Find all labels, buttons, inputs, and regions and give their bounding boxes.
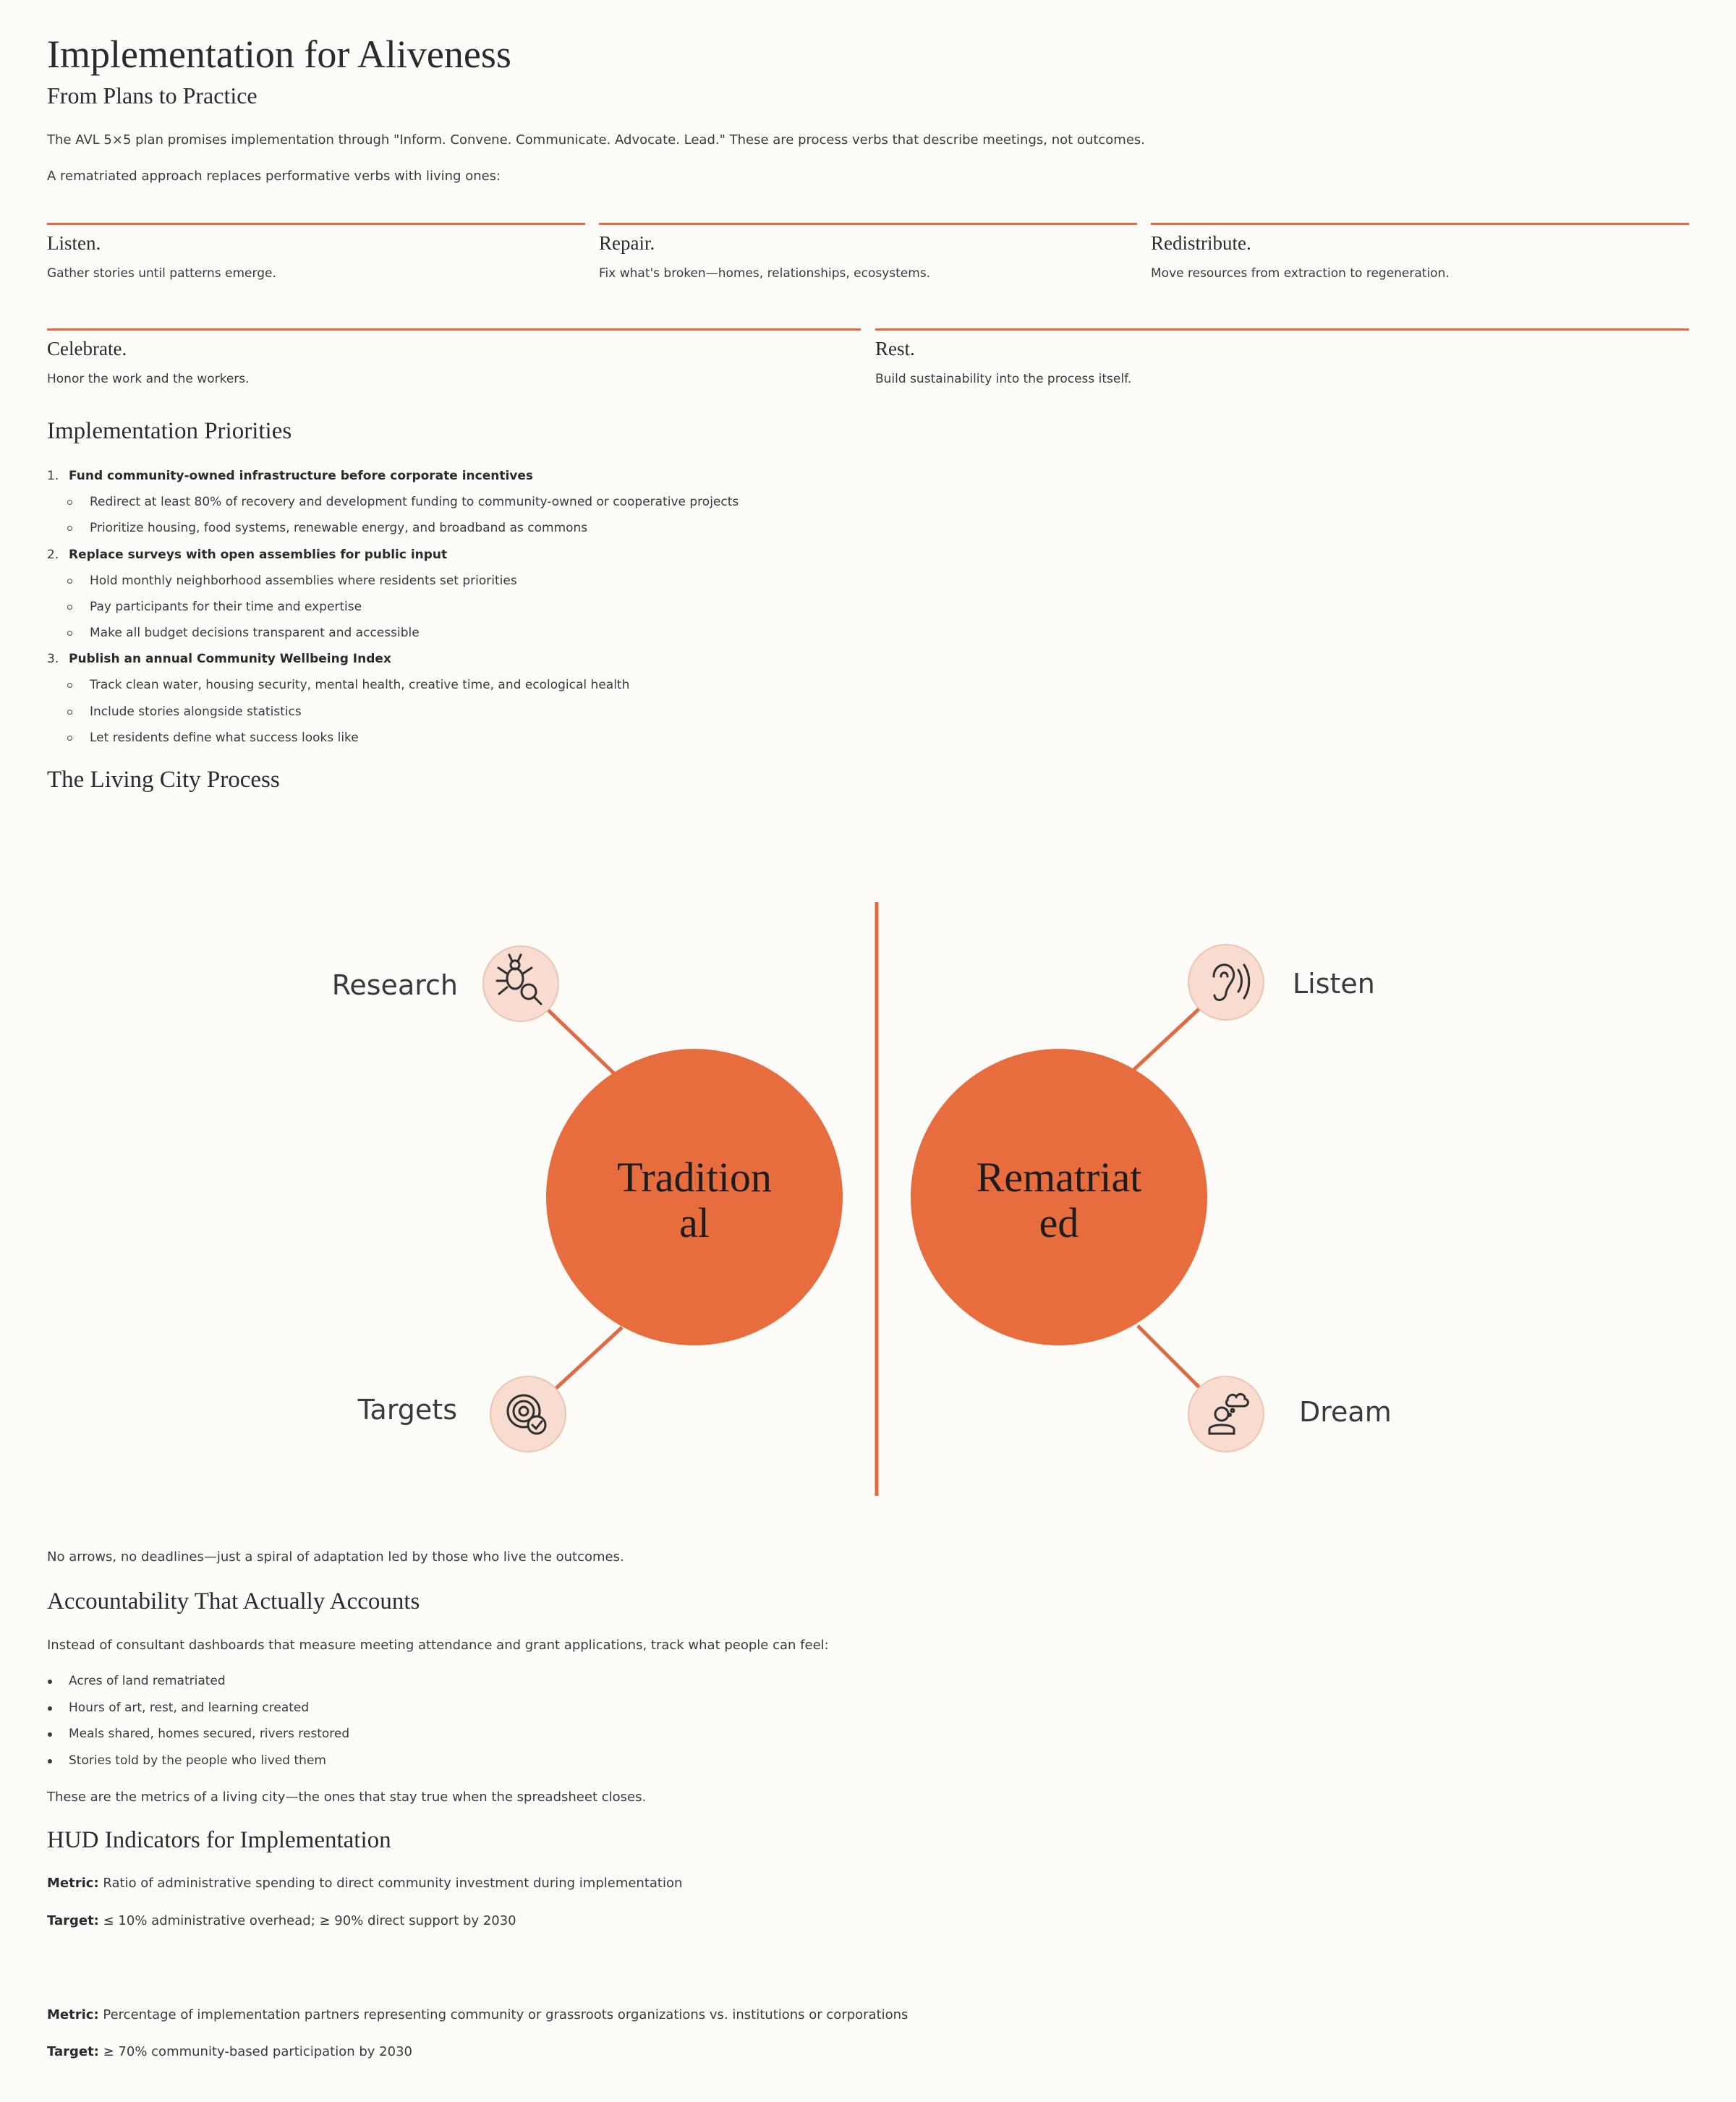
process-caption: No arrows, no deadlines—just a spiral of adaptation led by those who live the outcomes. [47, 1549, 624, 1565]
verb-title: Redistribute. [1151, 232, 1251, 254]
verb-title: Listen. [47, 232, 101, 254]
traditional-label-line1: Tradition [617, 1154, 772, 1201]
targets-node [357, 1376, 566, 1452]
list-item: Acres of land rematriated [47, 1668, 349, 1695]
verb-description: Move resources from extraction to regeneration. [1151, 266, 1450, 281]
hud-target-2 [47, 2044, 412, 2059]
list-item: Meals shared, homes secured, rivers restored [47, 1721, 349, 1748]
priorities-heading: Implementation Priorities [47, 418, 292, 444]
list-item: Stories told by the people who lived them [47, 1748, 349, 1774]
node-label: Targets [357, 1394, 457, 1426]
verb-card-repair [599, 223, 1137, 281]
list-subitem: Redirect at least 80% of recovery and development funding to community-owned or cooperative projects [47, 489, 1060, 515]
verb-title: Celebrate. [47, 338, 127, 359]
verb-title: Repair. [599, 232, 655, 254]
item-title: Replace surveys with open assemblies for public input [69, 547, 448, 562]
hud-metric-2 [47, 2007, 908, 2022]
list-subitem: Let residents define what success looks like [47, 725, 1060, 751]
metric-text: Percentage of implementation partners representing community or grassroots organizations vs. institutions or corporations [103, 2007, 909, 2022]
accountability-intro: Instead of consultant dashboards that measure meeting attendance and grant applications, track what people can feel: [47, 1638, 829, 1653]
accountability-outro: These are the metrics of a living city—the ones that stay true when the spreadsheet closes. [47, 1790, 647, 1805]
verb-card-rest [875, 328, 1689, 386]
verb-description: Gather stories until patterns emerge. [47, 266, 276, 281]
target-text: ≤ 10% administrative overhead; ≥ 90% direct support by 2030 [103, 1913, 516, 1928]
target-text: ≥ 70% community-based participation by 2030 [103, 2044, 412, 2059]
item-title: Publish an annual Community Wellbeing Index [69, 652, 391, 667]
verb-description: Fix what's broken—homes, relationships, ecosystems. [599, 266, 931, 281]
verb-card-redistribute [1151, 223, 1689, 281]
research-node [332, 946, 558, 1021]
hud-metric-1 [47, 1876, 682, 1891]
verb-description: Build sustainability into the process itself. [875, 372, 1132, 386]
item-number: 1. [47, 469, 59, 483]
dream-node [1188, 1376, 1392, 1452]
accountability-heading: Accountability That Actually Accounts [47, 1588, 420, 1614]
list-subitem: Pay participants for their time and expertise [47, 594, 1060, 620]
intro-lead-paragraph: A rematriated approach replaces performative verbs with living ones: [47, 169, 501, 184]
rematriated-label-line2: ed [1039, 1199, 1079, 1246]
rematriated-label-line1: Rematriat [976, 1154, 1142, 1201]
item-number: 3. [47, 652, 59, 667]
page-subtitle: From Plans to Practice [47, 82, 258, 108]
verb-card-celebrate [47, 328, 861, 386]
list-subitem: Track clean water, housing security, mental health, creative time, and ecological health [47, 672, 1060, 698]
list-item: Hours of art, rest, and learning created [47, 1695, 349, 1722]
node-badge [1188, 945, 1264, 1020]
node-label: Research [331, 969, 458, 1001]
metric-text: Ratio of administrative spending to direct community investment during implementation [103, 1876, 683, 1891]
item-number: 2. [47, 547, 59, 562]
hud-heading: HUD Indicators for Implementation [47, 1827, 391, 1853]
list-subitem: Hold monthly neighborhood assemblies where residents set priorities [47, 568, 1060, 594]
page-title: Implementation for Aliveness [47, 33, 511, 76]
node-badge [1188, 1376, 1264, 1452]
verb-description: Honor the work and the workers. [47, 372, 250, 386]
verb-card-listen [47, 223, 585, 281]
verb-title: Rest. [875, 338, 915, 359]
metric-label: Metric: [47, 2007, 99, 2022]
list-item [47, 463, 1060, 489]
list-item [47, 542, 1060, 568]
node-label: Listen [1293, 968, 1375, 1000]
hud-target-1 [47, 1913, 516, 1928]
listen-node [1188, 945, 1375, 1020]
item-title: Fund community-owned infrastructure before corporate incentives [69, 469, 534, 483]
list-subitem: Make all budget decisions transparent and accessible [47, 620, 1060, 646]
list-subitem: Prioritize housing, food systems, renewable energy, and broadband as commons [47, 515, 1060, 541]
target-label: Target: [47, 1913, 99, 1928]
process-heading: The Living City Process [47, 767, 280, 793]
list-item [47, 646, 1060, 672]
traditional-label-line2: al [679, 1199, 710, 1246]
priorities-list [47, 463, 1060, 751]
list-subitem: Include stories alongside statistics [47, 699, 1060, 725]
node-label: Dream [1299, 1396, 1392, 1428]
metric-label: Metric: [47, 1876, 99, 1891]
accountability-list [47, 1668, 349, 1774]
target-label: Target: [47, 2044, 99, 2059]
intro-paragraph: The AVL 5×5 plan promises implementation through "Inform. Convene. Communicate. Advocate. Lead." These are process verbs that describe meetings, not outcomes. [47, 132, 1146, 148]
